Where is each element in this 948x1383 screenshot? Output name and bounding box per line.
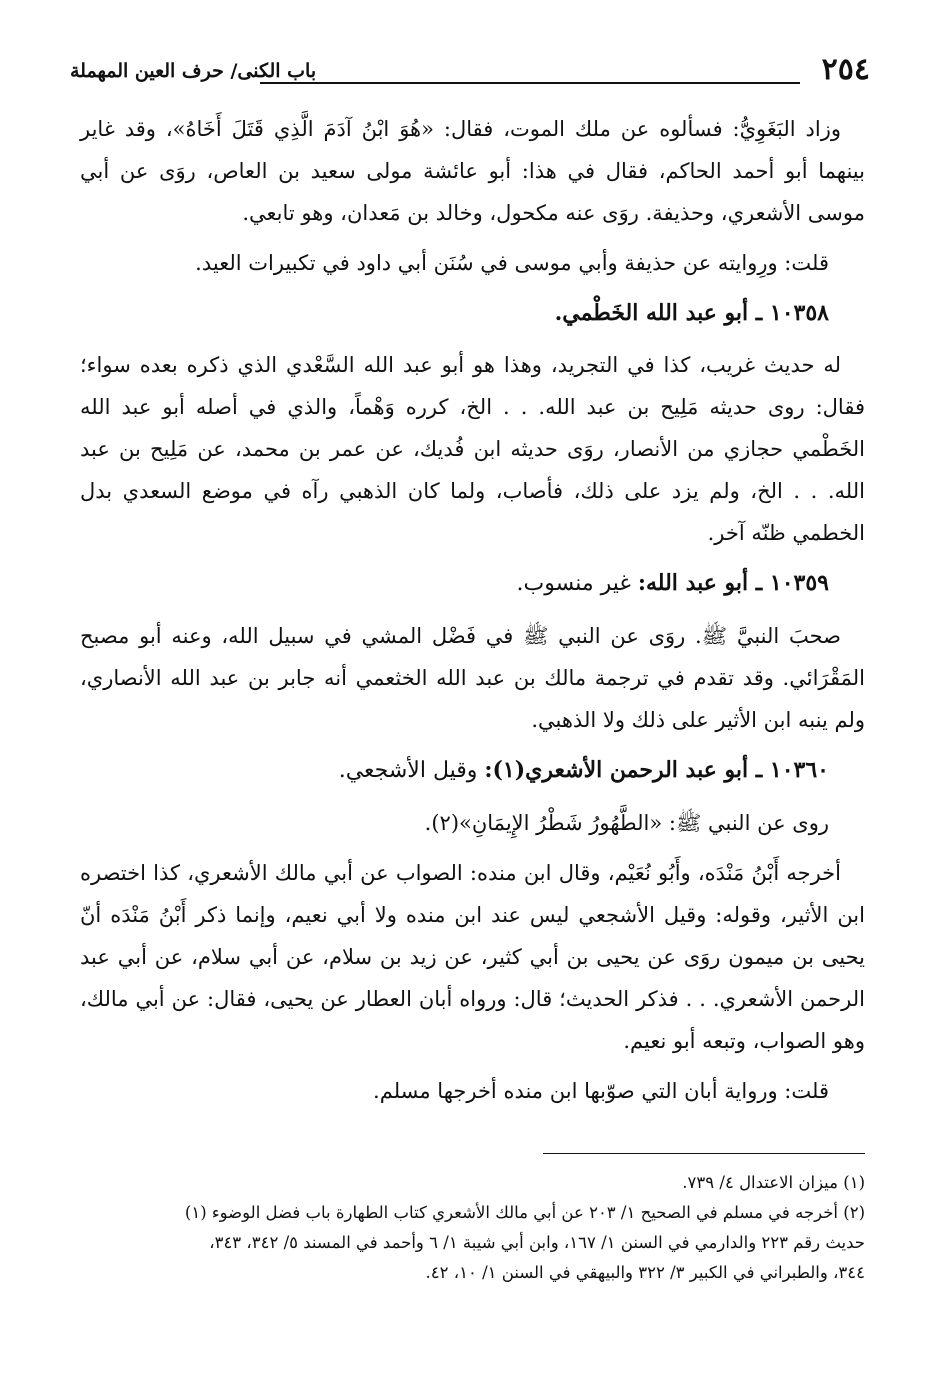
paragraph-7: قلت: ورواية أبان التي صوّبها ابن منده أخرجها مسلم. [373, 1079, 829, 1103]
footnote-rule [543, 1153, 865, 1154]
entry-heading-10359 [80, 562, 865, 605]
footnote-1: (١) ميزان الاعتدال ٤/ ٧٣٩. [682, 1173, 865, 1192]
entry-heading-10360-note: وقيل الأشجعي. [338, 758, 485, 783]
entry-heading-10358: ١٠٣٥٨ ـ أبو عبد الله الخَطْمي. [554, 300, 829, 326]
entry-heading-10359-title: ١٠٣٥٩ ـ أبو عبد الله: [637, 570, 829, 596]
paragraph-5: روى عن النبي ﷺ: «الطَّهُورُ شَطْرُ الإِيمَانِ»(٢). [424, 811, 829, 835]
footnote-2-line-1: (٢) أخرجه في مسلم في الصحيح ١/ ٢٠٣ عن أبي مالك الأشعري كتاب الطهارة باب فضل الوضوء (١) [184, 1203, 865, 1222]
page-header [70, 52, 870, 96]
paragraph-6: أخرجه أَبْنُ مَنْدَه، وأَبُو نُعَيْم، وقال ابن منده: الصواب عن أبي مالك الأشعري، كذا اختصره ابن الأثير، وقوله: وقيل الأشجعي ليس عند ابن منده ولا أبي نعيم، وإنما ذكر أَبْنُ مَنْدَه أنّ يحيى بن ميمون روَى عن يحيى بن أبي كثير، عن زيد بن سلام، عن أبي سلام، عن أبي عبد الرحمن الأشعري. . . فذكر الحديث؛ قال: ورواه أبان العطار عن يحيى، فقال: عن أبي مالك، وهو الصواب، وتبعه أبو نعيم. [80, 861, 866, 1053]
paragraph-1: وزاد البَغَوِيُّ: فسألوه عن ملك الموت، فقال: «هُوَ ابْنُ آدَمَ الَّذِي قَتَلَ أَخَاهُ»، وقد غاير بينهما أبو أحمد الحاكم، فقال في هذا: أبو عائشة مولى سعيد بن العاص، روَى عن أبي موسى الأشعري، وحذيفة. روَى عنه مكحول، وخالد بن مَعدان، وهو تابعي. [80, 117, 865, 225]
footnote-2-line-3: ٣٤٤، والطبراني في الكبير ٣/ ٣٢٢ والبيهقي في السنن ١/ ١٠، ٤٢. [425, 1263, 865, 1282]
footnote-2-line-2: حديث رقم ٢٢٣ والدارمي في السنن ١/ ١٦٧، وابن أبي شيبة ١/ ٦ وأحمد في المسند ٥/ ٣٤٢، ٣٤٣، [209, 1233, 865, 1252]
paragraph-3: له حديث غريب، كذا في التجريد، وهذا هو أبو عبد الله السَّعْدي الذي ذكره بعده سواء؛ فقال: روى حديثه مَلِيح بن عبد الله. . . الخ، كرره وَهْماً، والذي في أصله أبو عبد الله الخَطْمي حجازي من الأنصار، روَى حديثه ابن فُديك، عن عمر بن محمد، عن مَلِيح بن عبد الله. . . الخ، ولم يزد على ذلك، فأصاب، ولما كان الذهبي رآه في موضع السعدي بدل الخطمي ظنّه آخر. [80, 353, 865, 545]
header-rule [260, 82, 800, 84]
main-text [80, 108, 865, 1120]
paragraph-2: قلت: ورِوايته عن حذيفة وأبي موسى في سُنَن أبي داود في تكبيرات العيد. [195, 251, 829, 275]
footnotes [80, 1168, 865, 1288]
entry-heading-10360-title: ١٠٣٦٠ ـ أبو عبد الرحمن الأشعري(١): [484, 757, 829, 783]
entry-heading-10359-note: غير منسوب. [516, 571, 638, 596]
running-title: باب الكنى/ حرف العين المهملة [70, 60, 317, 82]
page-number: ٢٥٤ [821, 52, 870, 87]
paragraph-4: صحبَ النبيَّ ﷺ. روَى عن النبي ﷺ في فَضْل المشي في سبيل الله، وعنه أبو مصبح المَقْرَائي. وقد تقدم في ترجمة مالك بن عبد الله الخثعمي أنه جابر بن عبد الله الأنصاري، ولم ينبه ابن الأثير على ذلك ولا الذهبي. [80, 624, 865, 732]
entry-heading-10360 [80, 749, 865, 792]
